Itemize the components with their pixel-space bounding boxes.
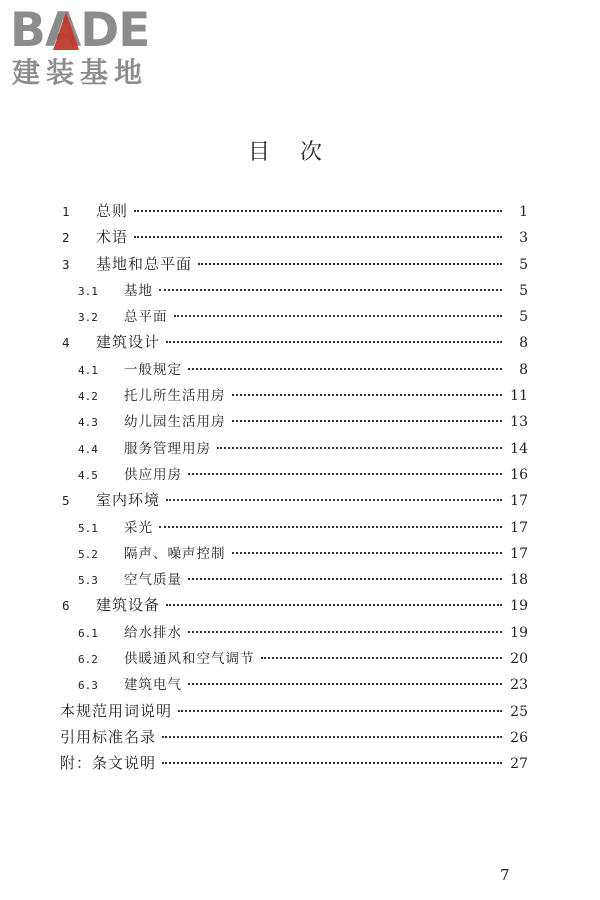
logo-triangle-mark bbox=[53, 12, 79, 50]
dot-leader bbox=[178, 710, 502, 712]
toc-entry-label: 基地和总平面 bbox=[96, 254, 193, 273]
toc-entry[interactable] bbox=[60, 331, 528, 357]
toc-entry-number: 4.2 bbox=[78, 390, 98, 404]
dot-leader bbox=[134, 236, 502, 238]
toc-entry[interactable] bbox=[60, 410, 528, 436]
toc-entry-page: 8 bbox=[519, 361, 528, 378]
toc-entry-label: 基地 bbox=[124, 282, 153, 299]
toc-entry-label: 空气质量 bbox=[124, 572, 182, 589]
toc-entry-label: 给水排水 bbox=[124, 624, 182, 641]
toc-entry-label: 总则 bbox=[96, 202, 129, 220]
logo-brand-text: BADE bbox=[10, 3, 150, 58]
toc-entry-label: 隔声、噪声控制 bbox=[124, 545, 226, 562]
dot-leader bbox=[198, 263, 502, 265]
toc-entry-label: 总平面 bbox=[124, 309, 168, 326]
dot-leader bbox=[261, 657, 503, 659]
toc-entry-label: 建筑电气 bbox=[124, 677, 182, 694]
toc-entry-label: 附：条文说明 bbox=[60, 754, 157, 773]
dot-leader bbox=[159, 289, 502, 291]
page-title: 目次 bbox=[247, 140, 352, 165]
toc-entry-number: 6 bbox=[62, 598, 70, 614]
toc-entry[interactable] bbox=[60, 673, 528, 699]
toc-entry-number: 3.1 bbox=[78, 284, 98, 298]
toc-entry-label: 采光 bbox=[124, 519, 153, 536]
dot-leader bbox=[134, 210, 502, 212]
toc-entry-number: 6.3 bbox=[78, 679, 98, 693]
dot-leader bbox=[166, 604, 502, 606]
toc-entry-label: 供应用房 bbox=[124, 466, 182, 483]
dot-leader bbox=[162, 762, 502, 764]
page-number: 7 bbox=[500, 866, 510, 884]
toc-entry-label: 术语 bbox=[96, 228, 129, 247]
toc-entry-page: 20 bbox=[510, 651, 528, 668]
toc-entry-page: 3 bbox=[519, 230, 528, 247]
dot-leader bbox=[162, 736, 502, 738]
toc-entry[interactable] bbox=[60, 279, 528, 305]
toc-entry[interactable] bbox=[60, 647, 528, 673]
toc-entry-page: 14 bbox=[510, 440, 528, 457]
toc-entry-number: 3.2 bbox=[78, 311, 98, 325]
toc-entry-label: 本规范用词说明 bbox=[60, 701, 173, 720]
toc-entry-page: 11 bbox=[510, 388, 528, 405]
toc-entry-page: 17 bbox=[510, 545, 528, 562]
dot-leader bbox=[232, 552, 503, 554]
toc-entry-number: 4 bbox=[62, 335, 70, 351]
toc-entry-label: 室内环境 bbox=[96, 491, 161, 510]
toc-entry[interactable] bbox=[60, 542, 528, 568]
toc-entry[interactable] bbox=[60, 516, 528, 542]
dot-leader bbox=[188, 368, 502, 370]
toc-entry-page: 5 bbox=[519, 256, 528, 273]
toc-entry-page: 19 bbox=[510, 624, 528, 641]
toc-entry-page: 25 bbox=[510, 703, 528, 720]
toc-entry-page: 16 bbox=[510, 466, 528, 483]
toc-entry-number: 5.3 bbox=[78, 574, 98, 588]
toc-entry-page: 27 bbox=[510, 756, 528, 773]
toc-entry-label: 建筑设备 bbox=[96, 596, 161, 615]
toc-entry-number: 1 bbox=[62, 204, 70, 219]
toc-entry-page: 17 bbox=[510, 519, 528, 536]
toc-entry-number: 5 bbox=[62, 493, 70, 509]
toc-entry-label: 供暖通风和空气调节 bbox=[124, 651, 255, 668]
toc-entry-page: 5 bbox=[519, 309, 528, 326]
toc-entry-page: 1 bbox=[519, 204, 528, 220]
dot-leader bbox=[166, 341, 502, 343]
toc-entry-page: 23 bbox=[510, 677, 528, 694]
toc-entry[interactable] bbox=[60, 463, 528, 489]
toc-entry[interactable] bbox=[60, 700, 528, 726]
toc-entry-number: 2 bbox=[62, 230, 70, 246]
dot-leader bbox=[188, 631, 502, 633]
toc-entry-number: 6.1 bbox=[78, 626, 98, 640]
toc-entry-number: 4.1 bbox=[78, 363, 98, 377]
dot-leader bbox=[217, 447, 502, 449]
toc-entry-number: 4.3 bbox=[78, 416, 98, 430]
toc-entry-page: 17 bbox=[510, 493, 528, 510]
toc-entry-label: 服务管理用房 bbox=[124, 440, 211, 457]
toc-entry-page: 5 bbox=[519, 282, 528, 299]
dot-leader bbox=[232, 420, 503, 422]
toc-entry[interactable] bbox=[60, 200, 528, 226]
toc-entry-number: 5.2 bbox=[78, 547, 98, 561]
toc-entry-number: 5.1 bbox=[78, 521, 98, 535]
dot-leader bbox=[188, 578, 502, 580]
toc-entry[interactable] bbox=[60, 253, 528, 279]
dot-leader bbox=[232, 394, 503, 396]
toc-entry[interactable] bbox=[60, 568, 528, 594]
toc-entry[interactable] bbox=[60, 437, 528, 463]
toc-entry-label: 托儿所生活用房 bbox=[124, 388, 226, 405]
brand-logo bbox=[10, 3, 180, 96]
toc-entry-label: 幼儿园生活用房 bbox=[124, 414, 226, 431]
toc-entry-label: 一般规定 bbox=[124, 361, 182, 378]
toc-entry-number: 4.4 bbox=[78, 442, 98, 456]
toc-entry[interactable] bbox=[60, 358, 528, 384]
toc-entry-page: 26 bbox=[510, 729, 528, 746]
toc-entry[interactable] bbox=[60, 384, 528, 410]
toc-entry-page: 19 bbox=[510, 598, 528, 615]
toc-entry[interactable] bbox=[60, 489, 528, 515]
toc-entry[interactable] bbox=[60, 305, 528, 331]
dot-leader bbox=[159, 526, 502, 528]
toc-entry-number: 4.5 bbox=[78, 468, 98, 482]
toc-entry[interactable] bbox=[60, 752, 528, 778]
toc-entry[interactable] bbox=[60, 226, 528, 252]
toc-entry-label: 建筑设计 bbox=[96, 333, 161, 352]
toc-entry-number: 6.2 bbox=[78, 653, 98, 667]
toc-entry[interactable] bbox=[60, 594, 528, 620]
toc-entry[interactable] bbox=[60, 621, 528, 647]
dot-leader bbox=[174, 315, 503, 317]
dot-leader bbox=[188, 683, 502, 685]
logo-chinese-name: 建装基地 bbox=[12, 56, 149, 89]
toc-entry-page: 18 bbox=[510, 572, 528, 589]
toc-entry[interactable] bbox=[60, 726, 528, 752]
toc-entry-label: 引用标准名录 bbox=[60, 727, 157, 746]
toc-entry-page: 8 bbox=[519, 335, 528, 352]
table-of-contents bbox=[60, 200, 528, 779]
dot-leader bbox=[166, 499, 502, 501]
toc-entry-page: 13 bbox=[510, 414, 528, 431]
toc-entry-number: 3 bbox=[62, 256, 70, 272]
dot-leader bbox=[188, 473, 502, 475]
